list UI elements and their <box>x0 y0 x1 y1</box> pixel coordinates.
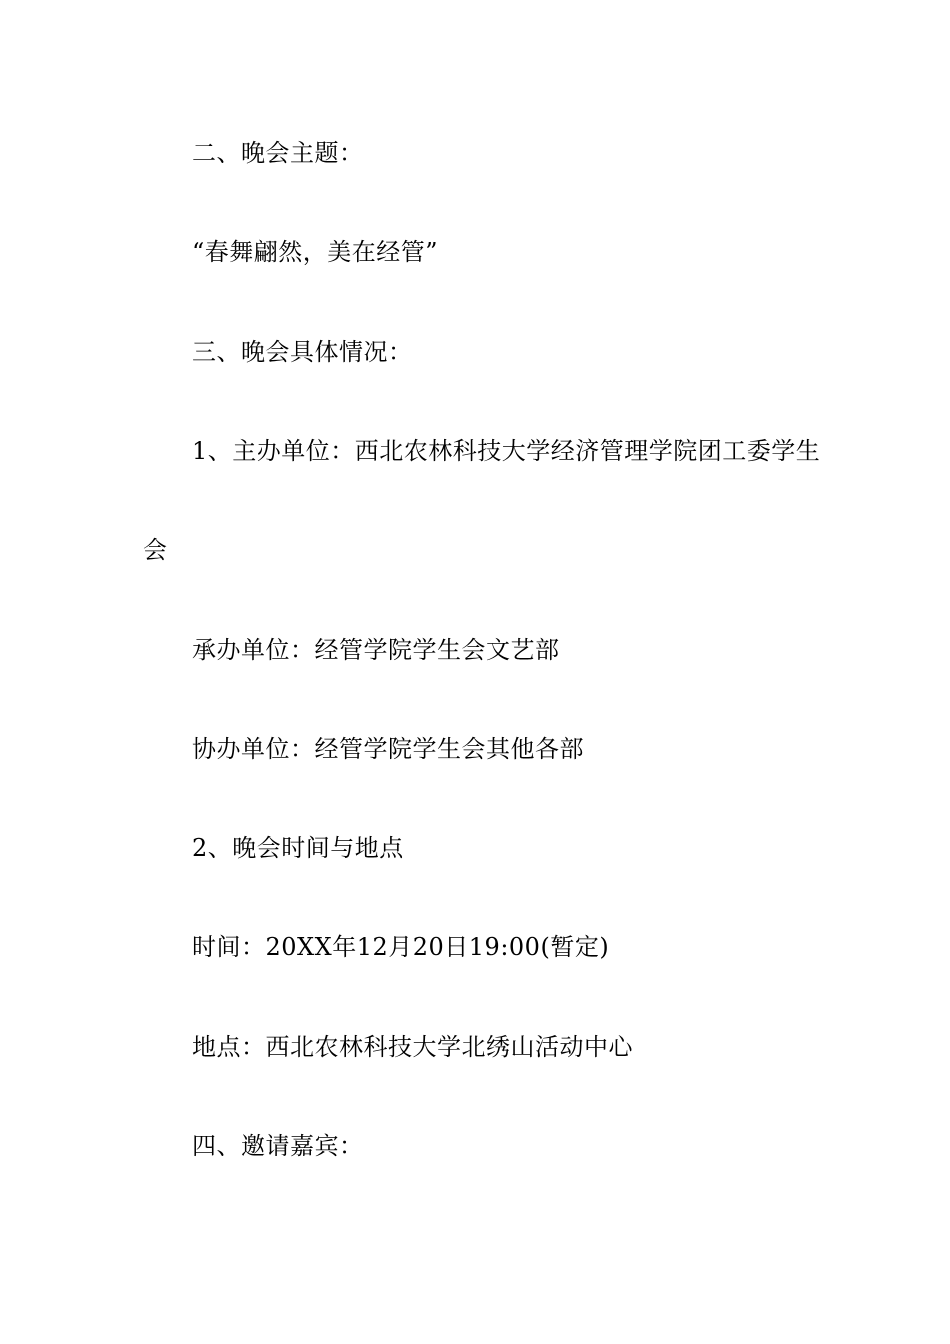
section-heading-guests: 四、邀请嘉宾： <box>192 1132 364 1160</box>
organizer-line: 1、主办单位：西北农林科技大学经济管理学院团工委学生 <box>192 437 821 465</box>
section-heading-details: 三、晚会具体情况： <box>192 338 413 366</box>
theme-text: “春舞翩然，美在经管” <box>192 238 439 266</box>
host-unit-line: 承办单位：经管学院学生会文艺部 <box>192 636 560 664</box>
location-line: 地点：西北农林科技大学北绣山活动中心 <box>192 1033 633 1061</box>
time-line: 时间：20XX年12月20日19:00(暂定) <box>192 933 610 961</box>
organizer-line-continued: 会 <box>143 536 168 564</box>
time-place-heading: 2、晚会时间与地点 <box>192 834 404 862</box>
co-organizer-line: 协办单位：经管学院学生会其他各部 <box>192 735 584 763</box>
section-heading-theme: 二、晚会主题： <box>192 139 364 167</box>
